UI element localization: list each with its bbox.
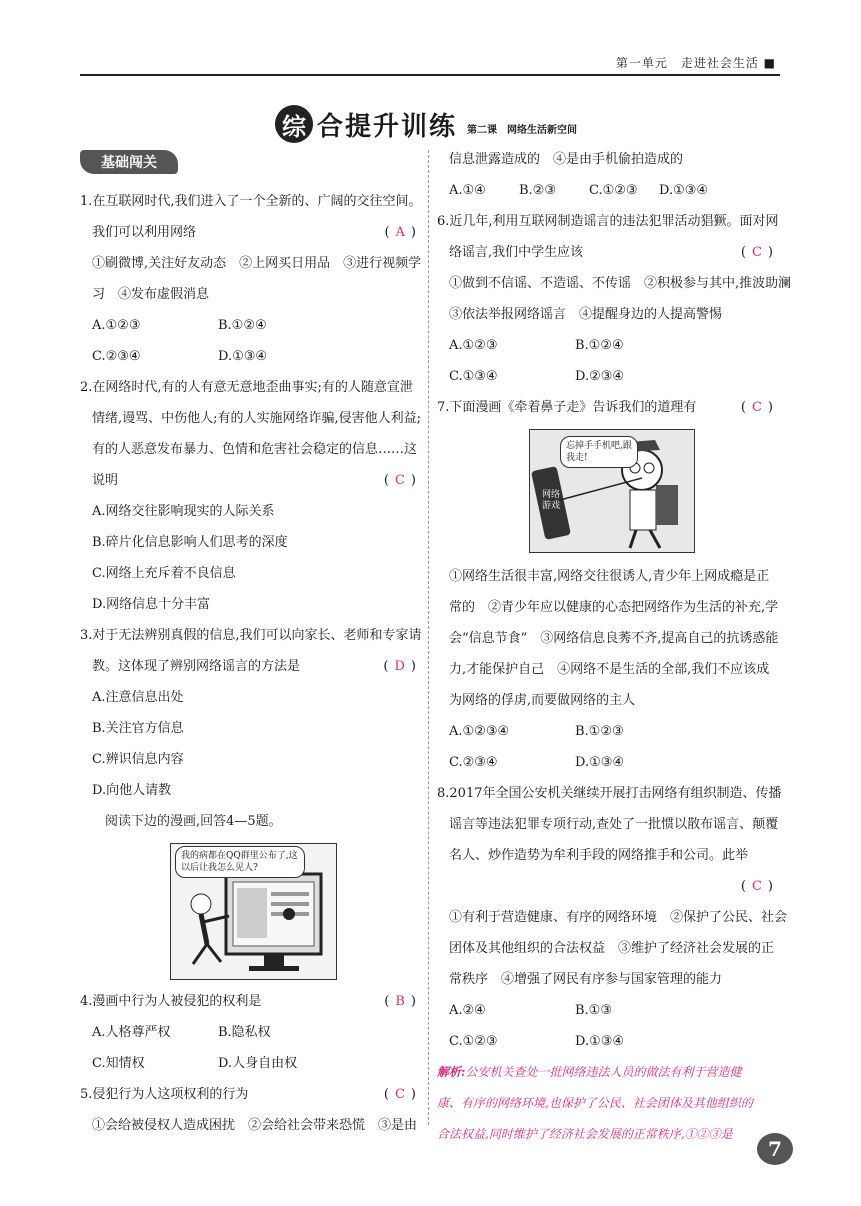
q7-stem: 7.下面漫画《牵着鼻子走》告诉我们的道理有 ( C ) [437,392,777,423]
q5-choices: A.①④ B.②③ C.①②③ D.①③④ [449,183,709,198]
title-main: 合提升训练 [317,111,458,142]
reading-instruction: 阅读下边的漫画,回答4—5题。 [105,814,282,829]
q1-answer: ( A ) [384,225,416,240]
q3-choice: C.辨识信息内容 [92,752,184,767]
q7-opt-line: 力,才能保护自己 ④网络不是生活的全部,我们不应该成 [449,662,770,677]
q3-choice: B.关注官方信息 [92,721,184,736]
q8-stem-cont: 名人、炒作造势为牟利手段的网络推手和公司。此举 [449,848,749,863]
analysis-line: 康、有序的网络环境,也保护了公民、社会团体及其他组织的 [437,1096,753,1110]
q3-stem: 3.对于无法辨别真假的信息,我们可以向家长、老师和专家请 [80,628,422,643]
page-header [80,52,780,76]
q8-choices: A.②④ B.①③ [449,1003,612,1018]
q4-stem: 4.漫画中行为人被侵犯的权利是 ( B ) [80,986,420,1017]
q2-choice: A.网络交往影响现实的人际关系 [92,504,275,519]
q1-opt-line: 习 ④发布虚假消息 [92,287,210,302]
q2-stem-cont: 情绪,谩骂、中伤他人;有的人实施网络诈骗,侵害他人利益; [92,411,422,426]
q4-choices: C.知情权 D.人身自由权 [92,1056,298,1071]
right-column [437,144,792,1150]
q7-choices: A.①②③④ B.①②③ [449,724,624,739]
q2-choice: C.网络上充斥着不良信息 [92,566,236,581]
q8-answer-line [437,871,777,902]
q8-answer: ( C ) [740,879,773,894]
column-divider [428,150,429,1125]
q2-stem: 2.在网络时代,有的人有意无意地歪曲事实;有的人随意宣泄 [80,380,413,395]
q8-stem-cont: 谣言等违法犯罪专项行动,查处了一批惯以散布谣言、颠覆 [449,817,779,832]
q8-opt-line: 团体及其他组织的合法权益 ③维护了经济社会发展的正 [449,941,775,956]
cartoon2-bubble: 忘掉手手机吧,跟我走! [560,436,638,468]
q3-stem-cont: 教。这体现了辨别网络谣言的方法是 ( D ) [80,651,420,682]
q1-choices: A.①②③ B.①②④ [92,318,267,333]
header-text: 第一单元 走进社会生活 ■ [615,56,776,70]
q2-answer: ( C ) [383,473,416,488]
q6-stem-cont: 络谣言,我们中学生应该 ( C ) [437,237,777,268]
q5-stem: 5.侵犯行为人这项权利的行为 ( C ) [80,1079,420,1110]
q8-opt-line: 常秩序 ④增强了网民有序参与国家管理的能力 [449,972,723,987]
q3-choice: A.注意信息出处 [92,690,184,705]
q8-stem: 8.2017年全国公安机关继续开展打击网络有组织制造、传播 [437,786,782,801]
cartoon2-sign: 网络游戏 [542,490,561,511]
q1-opt-line: ①刷微博,关注好友动态 ②上网买日用品 ③进行视频学 [92,256,422,271]
q4-answer: ( B ) [384,994,416,1009]
q2-stem-cont: 说明 ( C ) [80,465,420,496]
q3-answer: ( D ) [383,659,416,674]
q4-choices: A.人格尊严权 B.隐私权 [92,1025,271,1040]
q2-choice: D.网络信息十分丰富 [92,597,211,612]
q6-opt-line: ①做到不信谣、不造谣、不传谣 ②积极参与其中,推波助澜 [449,276,792,291]
q1-stem-cont: 我们可以利用网络 ( A ) [80,217,420,248]
q7-answer: ( C ) [740,400,773,415]
left-column [80,186,420,1141]
q5-answer: ( C ) [383,1087,416,1102]
nose-cartoon [529,429,695,553]
q6-opt-line: ③依法举报网络谣言 ④提醒身边的人提高警惕 [449,307,723,322]
q7-opt-line: 常的 ②青少年应以健康的心态把网络作为生活的补充,学 [449,600,779,615]
q5-opt-line: ①会给被侵权人造成困扰 ②会给社会带来恐慌 ③是由 [92,1118,418,1133]
q1-stem: 1.在互联网时代,我们进入了一个全新的、广阔的交往空间。 [80,194,422,209]
title-subtitle: 第二课 网络生活新空间 [467,124,578,136]
analysis-line: 解析:公安机关查处一批网络违法人员的做法有利于营造健 [437,1065,742,1079]
q2-choice: B.碎片化信息影响人们思考的深度 [92,535,288,550]
privacy-cartoon [170,843,337,980]
q6-answer: ( C ) [740,245,773,260]
q8-opt-line: ①有利于营造健康、有序的网络环境 ②保护了公民、社会 [449,910,788,925]
q7-opt-line: 会“信息节食” ③网络信息良莠不齐,提高自己的抗诱惑能 [449,631,779,646]
q7-opt-line: ①网络生活很丰富,网络交往很诱人,青少年上网成瘾是正 [449,569,770,584]
q6-choices: C.①③④ D.②③④ [449,369,625,384]
q8-choices: C.①②③ D.①③④ [449,1034,625,1049]
page-number: 7 [757,1133,793,1165]
analysis-line: 合法权益,同时维护了经济社会发展的正常秩序,①②③是 [437,1127,733,1141]
title-badge: 综 [275,105,313,143]
q2-stem-cont: 有的人恶意发布暴力、色情和危害社会稳定的信息……这 [92,442,418,457]
section-tag: 基础闯关 [80,150,178,174]
q1-choices: C.②③④ D.①③④ [92,349,268,364]
q6-choices: A.①②③ B.①②④ [449,338,624,353]
q5-opt-line: 信息泄露造成的 ④是由手机偷拍造成的 [449,152,684,167]
q6-stem: 6.近几年,利用互联网制造谣言的违法犯罪活动猖獗。面对网 [437,214,779,229]
cartoon-bubble: 我的病都在QQ群里公布了,这以后让我怎么见人? [175,846,305,878]
q7-opt-line: 为网络的俘虏,而要做网络的主人 [449,693,636,708]
page-title [275,102,577,146]
q7-choices: C.②③④ D.①③④ [449,755,625,770]
q3-choice: D.向他人请教 [92,783,172,798]
